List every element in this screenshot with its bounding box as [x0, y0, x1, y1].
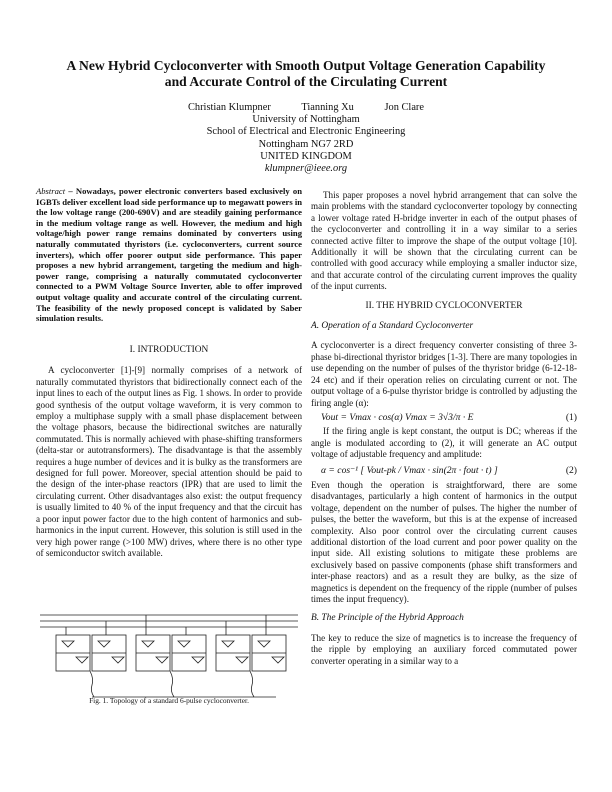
subsection-heading: A. Operation of a Standard Cycloconverter — [311, 321, 474, 332]
paragraph: This paper proposes a novel hybrid arrangement that can solve the main problems with the standard cycloconverter topology by connecting a lower voltage rated H-bridge inverter in each of the output phases of the cycloconverter and controlling it in a way similar to a series connected active filter to improve the shape of the output voltage [10]. Additionally it will be shown that the circulating current can be controlled with good accuracy while employing a smaller inductor size, and that accurate control of the circulating current improves the quality of the input currents. — [311, 190, 577, 292]
section-heading: I. INTRODUCTION — [129, 345, 209, 355]
paragraph: A cycloconverter [1]-[9] normally comprises of a network of naturally commutated thyristors that bidirectionally connect each of the input lines to each of the output lines as Fig. 1 shows. In order to provide good synthesis of the output voltage waveform, it is very common to employ a multiphase supply with a small phase displacement between the voltage phasors, because the bidirectional switches are naturally commutated. This is normally achieved with phase-shifting transformers (delta-star or autotransformers). The disadvantage is that the assembly requires a huge number of devices and it is bulky as the transformers are designed for full power. Moreover, special attention should be paid to the design of the inter-phase reactors (IPR) that are used to limit the circulating current. Other disadvantages also exist: the output frequency is usually limited to 40 % of the input frequency and that the circuit has a poor input power factor due to the high content of harmonics and sub-harmonics in the input current. However, this solution is still used in the very high power range (>100 MW) drives, where there is no other type of semiconductor switch available. — [36, 365, 302, 558]
equation-body: Vout = Vmax · cos(α) Vmax = 3√3/π · E — [321, 411, 474, 423]
equation-number: (1) — [565, 411, 577, 423]
cycloconverter-topology-figure — [36, 605, 302, 705]
author-name: Tianning Xu — [301, 102, 354, 113]
paragraph: A cycloconverter is a direct frequency converter consisting of three 3-phase bi-directional thyristor bridges [1-3]. There are many topologies in use depending on the number of pulses of the thyristor bridge (6-12-18-24 etc) and if their operation relies on circulating current or not. The output voltage of a 6-pulse thyristor bridge is controlled by adjusting the firing angle (α): — [311, 340, 577, 408]
equation-number: (2) — [565, 464, 577, 476]
paragraph: The key to reduce the size of magnetics is to increase the frequency of the ripple by employing an auxiliary forced commutated power converter operating in a similar way to a — [311, 632, 577, 666]
equation-2 — [311, 465, 577, 476]
abstract-lead: Abstract — [36, 186, 66, 196]
author-names — [0, 102, 612, 114]
section-heading: II. THE HYBRID CYCLOCONVERTER — [365, 300, 523, 311]
author-block — [0, 102, 612, 175]
affiliation-line: Nottingham NG7 2RD — [258, 138, 354, 150]
affiliation-line: University of Nottingham — [252, 114, 360, 126]
equation-1 — [311, 412, 577, 423]
affiliation-line: School of Electrical and Electronic Engineering — [206, 126, 406, 138]
section-introduction — [36, 345, 302, 559]
abstract-text: – Nowadays, power electronic converters based exclusively on IGBTs deliver excellent load side performance up to megawatt powers in the low voltage range (200-690V) and are steadily gaining performance in the medium voltage range as well. However, the medium and high voltage/high power range remains dominated by converters using naturally commutated thyristors (i.e. cycloconverters, current source inverters), which offer poorer output side performance. This paper proposes a new hybrid arrangement, targeting the medium and high-power range, comprising a naturally commutated cycloconverter connected to a PWM Voltage Source Inverter, able to offer improved output voltage quality and accurate control of the circulating current. The feasibility of the newly proposed concept is validated by Saber simulation results. — [36, 186, 302, 324]
affiliation-line: UNITED KINGDOM — [260, 150, 352, 162]
equation-body: α = cos⁻¹ [ Vout-pk / Vmax · sin(2π · fout · t) ] — [321, 464, 498, 476]
author-email: klumpner@ieee.org — [264, 163, 348, 175]
paper-title: A New Hybrid Cycloconverter with Smooth Output Voltage Generation Capability and Accurate Control of the Circulating Current — [66, 58, 546, 89]
right-column — [311, 190, 577, 667]
abstract — [36, 186, 302, 324]
subsection-heading: B. The Principle of the Hybrid Approach — [311, 613, 464, 624]
paragraph: Even though the operation is straightforward, there are some disadvantages, particularly a high content of harmonics in the output voltage, dependent on the number of pulses. The higher the number of pulses, the better the waveform, but this is at the expense of increased complexity. Also poor control over the circulating current causes additional distortion of the load current and poor power quality on the input side. All existing solutions to mitigate these problems are exclusively based on passive components (phase shift transformers and inter-phase reactors) and as a result they are bulky, as the size of magnetics is dependent on the frequency of the ripple (number of pulses times the input frequency). — [311, 479, 577, 604]
paragraph: If the firing angle is kept constant, the output is DC; whereas if the angle is modulated according to (2), it will generate an AC output voltage of adjustable frequency and amplitude: — [311, 426, 577, 460]
author-name: Christian Klumpner — [187, 102, 271, 113]
author-name: Jon Clare — [384, 102, 425, 113]
figure-caption: Fig. 1. Topology of a standard 6-pulse cycloconverter. — [89, 696, 249, 705]
